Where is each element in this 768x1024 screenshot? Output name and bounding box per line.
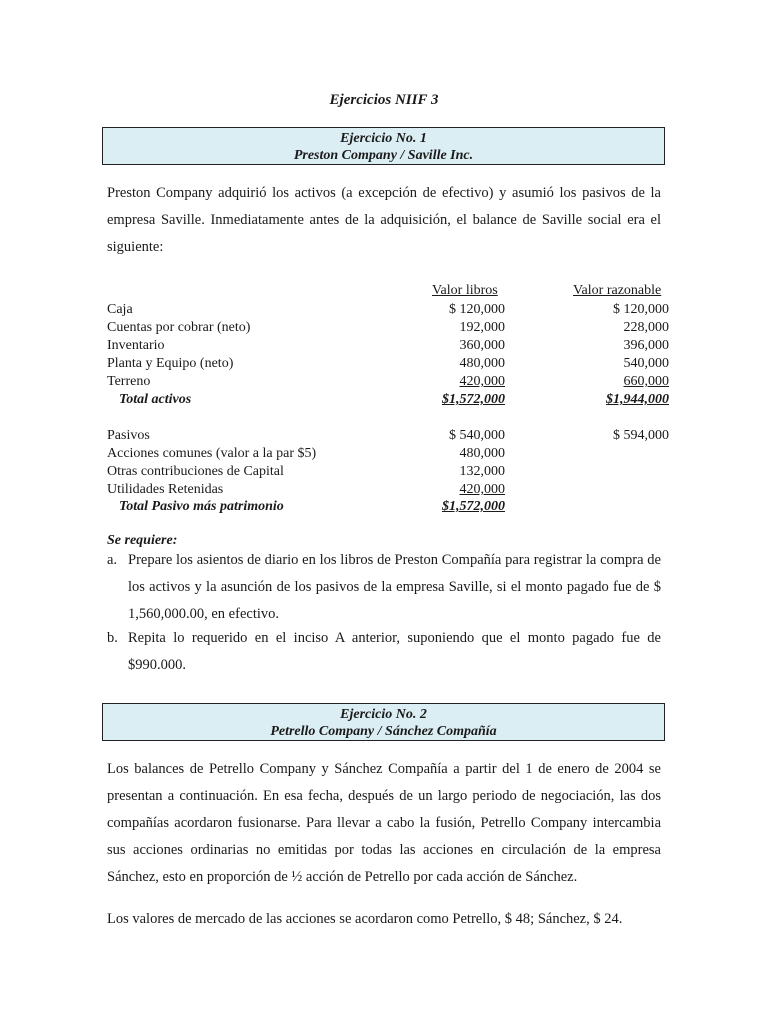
- table-row-total-assets: Total activos $1,572,000 $1,944,000: [119, 392, 669, 407]
- exercise-2-paragraph-1: Los balances de Petrello Company y Sánchez Compañía a partir del 1 de enero de 2004 se presentan a continuación. En esa fecha, después de un largo periodo de negociación, las dos compañías acordaron fusionarse. Para llevar a cabo la fusión, Petrello Company intercambia sus acciones ordinarias no emitidas por todas las acciones en circulación de la empresa Sánchez, esto en proporción de ½ acción de Petrello por cada acción de Sánchez.: [107, 761, 661, 885]
- exercise-2-heading: Ejercicio No. 2: [340, 707, 427, 722]
- table-row-total-liabilities-equity: Total Pasivo más patrimonio $1,572,000: [119, 499, 505, 514]
- table-row: Acciones comunes (valor a la par $5) 480,000: [107, 446, 505, 461]
- table-row: Terreno 420,000 660,000: [107, 374, 669, 389]
- exercise-1-intro: Preston Company adquirió los activos (a excepción de efectivo) y asumió los pasivos de la empresa Saville. Inmediatamente antes de la adquisición, el balance de Saville social era el siguiente:: [107, 185, 661, 255]
- exercise-2-paragraph-2: Los valores de mercado de las acciones se acordaron como Petrello, $ 48; Sánchez, $ 24.: [107, 911, 623, 927]
- requirement-b: b. Repita lo requerido en el inciso A anterior, suponiendo que el monto pagado fue de $990.000.: [107, 630, 661, 673]
- table-row: Caja $ 120,000 $ 120,000: [107, 302, 669, 317]
- table-row: Planta y Equipo (neto) 480,000 540,000: [107, 356, 669, 371]
- exercise-1-heading: Ejercicio No. 1: [340, 131, 427, 146]
- col-header-book-value: Valor libros: [432, 283, 498, 298]
- exercise-1-header: [102, 127, 665, 165]
- exercise-2-subheading: Petrello Company / Sánchez Compañía: [270, 724, 497, 739]
- exercise-1-subheading: Preston Company / Saville Inc.: [293, 148, 474, 163]
- table-row: Cuentas por cobrar (neto) 192,000 228,000: [107, 320, 669, 335]
- requirement-a: a. Prepare los asientos de diario en los libros de Preston Compañía para registrar la compra de los activos y la asunción de los pasivos de la empresa Saville, si el monto pagado fue de $ 1,560,000.00, en efectivo.: [107, 552, 661, 622]
- requirements-label: Se requiere:: [107, 533, 178, 548]
- document-title: Ejercicios NIIF 3: [329, 92, 439, 108]
- table-row: Otras contribuciones de Capital 132,000: [107, 464, 505, 479]
- col-header-fair-value: Valor razonable: [573, 283, 662, 298]
- table-row: Pasivos $ 540,000 $ 594,000: [107, 428, 669, 443]
- table-row: Inventario 360,000 396,000: [107, 338, 669, 353]
- table-row: Utilidades Retenidas 420,000: [107, 482, 505, 497]
- exercise-2-header: [102, 703, 665, 741]
